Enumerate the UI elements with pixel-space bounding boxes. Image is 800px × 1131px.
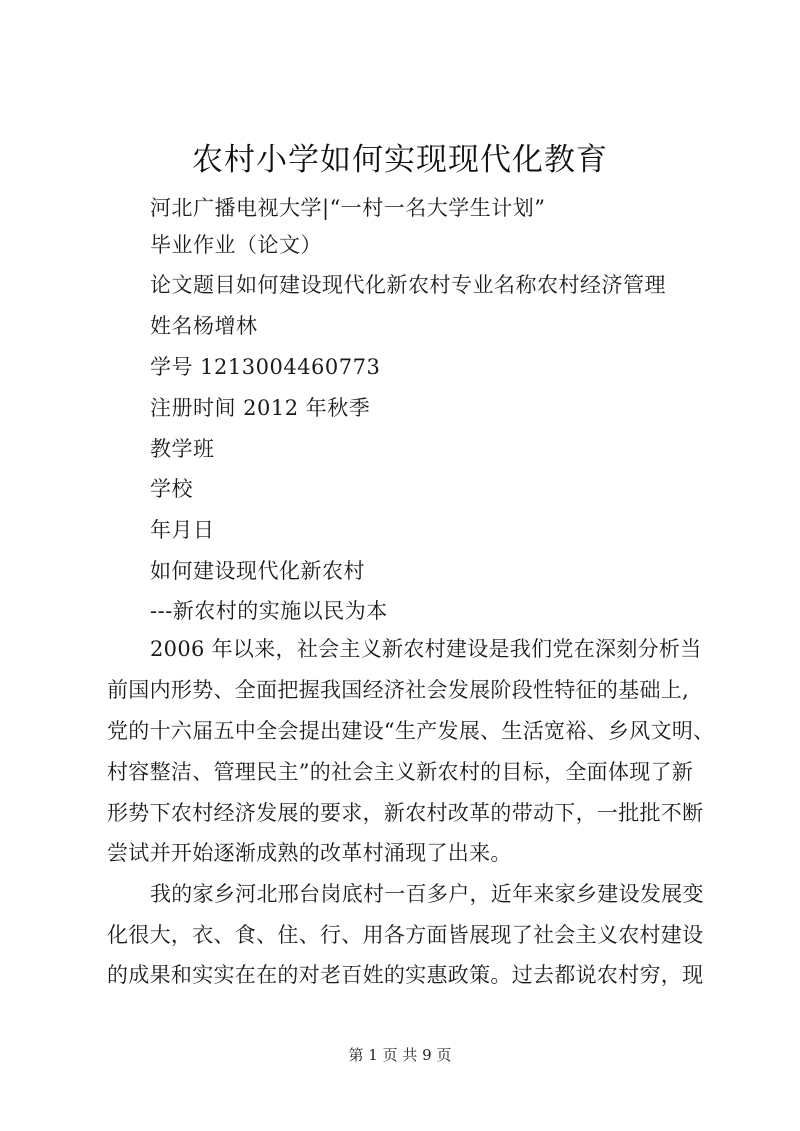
paragraph-1-line: 尝试并开始逐渐成熟的改革村涌现了出来。 xyxy=(107,841,512,865)
document-title: 农村小学如何实现现代化教育 xyxy=(192,142,608,178)
meta-line-school: 学校 xyxy=(150,477,193,501)
meta-line-name: 姓名杨增林 xyxy=(150,314,258,338)
meta-line-date: 年月日 xyxy=(150,518,215,542)
section-subheading: ---新农村的实施以民为本 xyxy=(150,599,388,623)
section-heading: 如何建设现代化新农村 xyxy=(150,559,365,583)
meta-line-student-id: 学号 1213004460773 xyxy=(150,355,381,379)
paragraph-1-line: 2006 年以来，社会主义新农村建设是我们党在深刻分析当 xyxy=(150,637,702,661)
paragraph-1-line: 党的十六届五中全会提出建设“生产发展、生活宽裕、乡风文明、 xyxy=(107,719,715,743)
paragraph-2-line: 的成果和实实在在的对老百姓的实惠政策。过去都说农村穷，现 xyxy=(107,963,704,987)
paragraph-1-line: 形势下农村经济发展的要求，新农村改革的带动下，一批批不断 xyxy=(107,801,704,825)
paragraph-1-line: 前国内形势、全面把握我国经济社会发展阶段性特征的基础上, xyxy=(107,678,690,702)
paragraph-2-line: 化很大，衣、食、住、行、用各方面皆展现了社会主义农村建设 xyxy=(107,923,704,947)
meta-line-registration: 注册时间 2012 年秋季 xyxy=(150,396,371,420)
meta-line-class: 教学班 xyxy=(150,437,215,461)
page-footer: 第 1 页 共 9 页 xyxy=(348,1046,452,1064)
meta-line-university: 河北广播电视大学|“一村一名大学生计划” xyxy=(150,196,546,220)
meta-line-thesis-topic: 论文题目如何建设现代化新农村专业名称农村经济管理 xyxy=(150,273,666,297)
paragraph-2-line: 我的家乡河北邢台岗底村一百多户，近年来家乡建设发展变 xyxy=(150,882,704,906)
paragraph-1-line: 村容整洁、管理民主”的社会主义新农村的目标，全面体现了新 xyxy=(107,760,694,784)
meta-line-assignment: 毕业作业（论文） xyxy=(150,233,322,257)
